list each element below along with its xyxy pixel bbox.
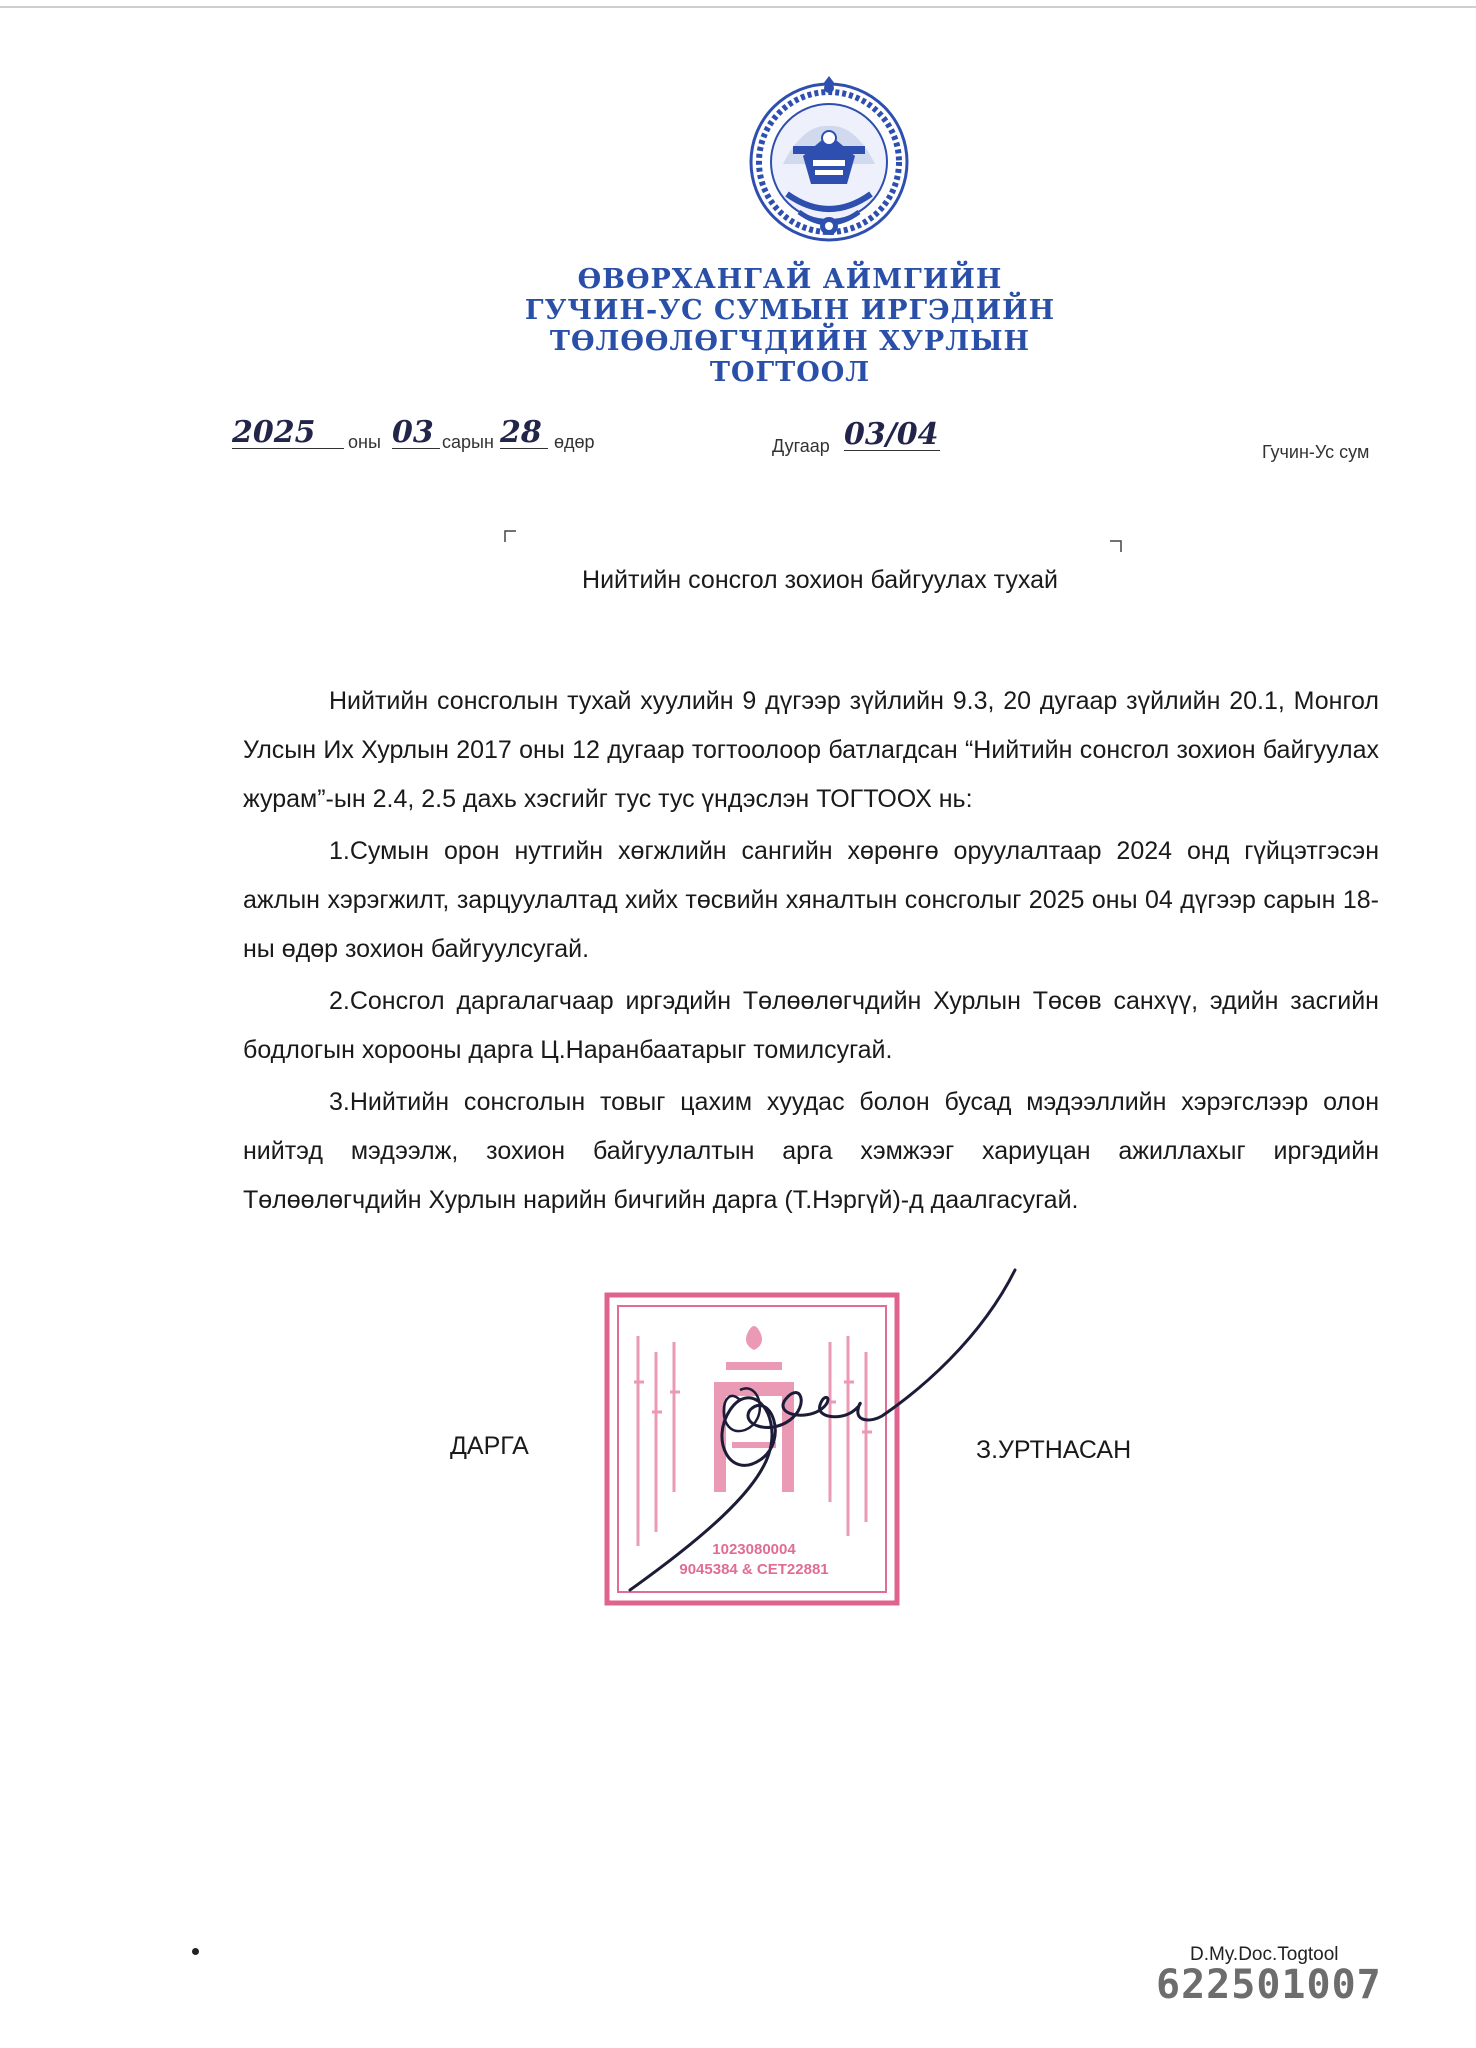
org-title-line-2: ГУЧИН-УС СУМЫН ИРГЭДИЙН: [524, 295, 1056, 326]
mongolia-state-emblem-icon: [743, 74, 915, 246]
document-subject: Нийтийн сонсгол зохион байгуулах тухай: [582, 566, 1058, 594]
body-paragraph-item-3: 3.Нийтийн сонсголын товыг цахим хуудас болон бусад мэдээллийн хэрэгслээр олон нийтэд мэдээлж, зохион байгуулалтын арга хэмжээг хариуцан ажиллахыг иргэдийн Төлөөлөгчдийн Хурлын нарийн бичгийн дарга (Т.Нэргүй)-д даалгасугай.: [243, 1088, 1379, 1214]
handwritten-year: 2025: [232, 418, 344, 449]
stamp-line-1: 1023080004: [712, 1541, 796, 1558]
handwritten-signature: [620, 1260, 1040, 1600]
year-suffix: оны: [348, 432, 381, 452]
signatory-name: З.УРТНАСАН: [976, 1436, 1132, 1464]
body-paragraph-preamble: Нийтийн сонсголын тухай хуулийн 9 дүгээр зүйлийн 9.3, 20 дугаар зүйлийн 20.1, Монгол Улсын Их Хурлын 2017 оны 12 дугаар тогтоолоор батлагдсан “Нийтийн сонсгол зохион байгуулах журам”-ын 2.4, 2.5 дахь хэсгийг тус тус үндэслэн ТОГТООХ нь:: [243, 687, 1379, 813]
org-title-line-3: ТӨЛӨӨЛӨГЧДИЙН ХУРЛЫН: [549, 326, 1031, 357]
organization-title: [520, 264, 1060, 388]
subject-corner-right: [1110, 540, 1122, 552]
document-body: [243, 677, 1379, 1228]
handwritten-month: 03: [392, 418, 440, 449]
month-suffix: сарын: [442, 432, 494, 452]
scan-dot: [192, 1948, 199, 1955]
org-title-line-1: ӨВӨРХАНГАЙ АЙМГИЙН: [577, 264, 1003, 295]
place-name: Гучин-Ус сум: [1262, 442, 1370, 462]
document-serial-number: 622501007: [1156, 1962, 1382, 2008]
number-label: Дугаар: [772, 436, 830, 456]
handwritten-number: 03/04: [844, 417, 939, 452]
stamp-line-2: 9045384 & СЕТ22881: [679, 1561, 829, 1578]
document-code: D.My.Doc.Togtool: [1190, 1944, 1339, 1965]
body-paragraph-item-1: 1.Сумын орон нутгийн хөгжлийн сангийн хөрөнгө оруулалтаар 2024 онд гүйцэтгэсэн ажлын хэрэгжилт, зарцуулалтад хийх төсвийн хяналтын сонсголыг 2025 оны 04 дүгээр сарын 18-ны өдөр зохион байгуулсугай.: [243, 837, 1379, 963]
signatory-title: ДАРГА: [450, 1432, 529, 1460]
day-suffix: өдөр: [554, 432, 595, 452]
body-paragraph-item-2: 2.Сонсгол даргалагчаар иргэдийн Төлөөлөгчдийн Хурлын Төсөв санхүү, эдийн засгийн бодлогын хорооны дарга Ц.Наранбаатарыг томилсугай.: [243, 987, 1379, 1064]
scan-edge-line: [0, 6, 1476, 8]
subject-corner-left: [504, 530, 516, 542]
handwritten-day: 28: [500, 418, 548, 449]
org-title-line-4: ТОГТООЛ: [709, 357, 871, 388]
